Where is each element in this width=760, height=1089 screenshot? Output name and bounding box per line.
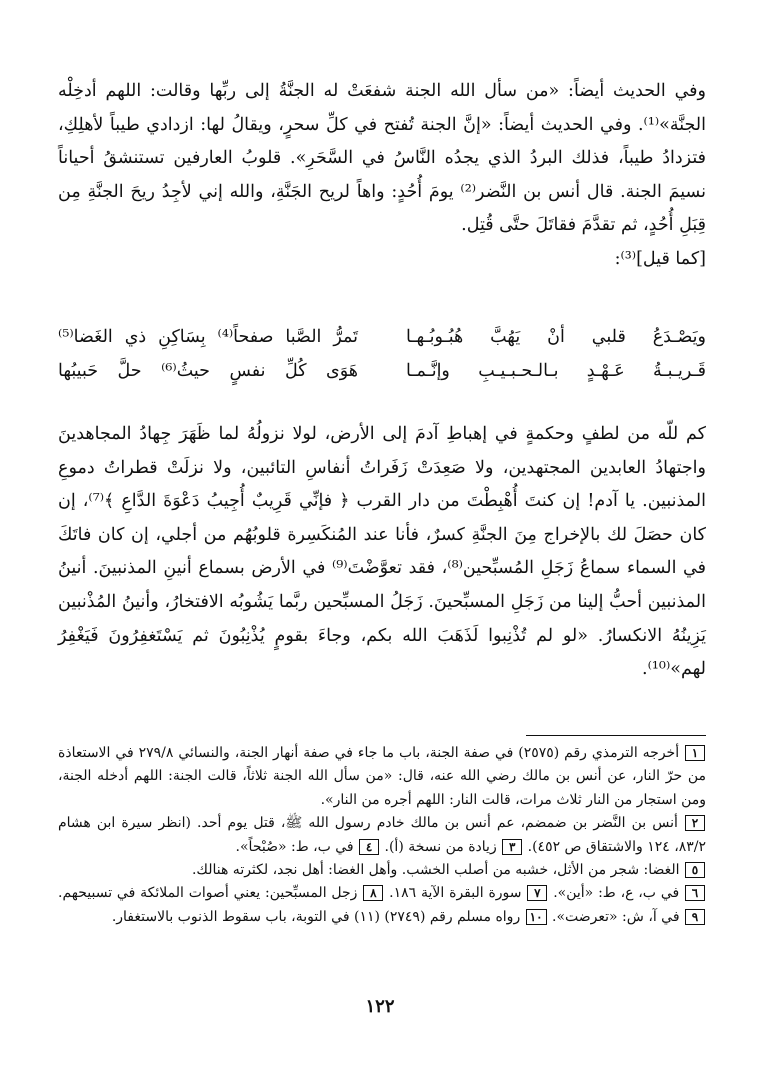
footnote-text: رواه مسلم رقم (٢٧٤٩) (١١) في التوبة، باب سقوط الذنوب بالاستغفار. — [111, 908, 521, 925]
footnote-separator — [526, 735, 706, 736]
footnote-text: في آ، ش: «تعرضت». — [552, 908, 680, 925]
footnote-text: زجل المسبِّحين: يعني أصوات الملائكة في تسبيحهم. — [58, 885, 358, 902]
footnote-number: ٨ — [363, 885, 383, 901]
poem-verse — [58, 354, 706, 388]
footnote-text: أنس بن النَّضر بن ضمضم، عم أنس بن مالك خادم رسول الله ﷺ، قتل يوم أحد. (انظر سيرة ابن هشام ٨٣/٢، ١٢٤ والاشتقاق ص ٤٥٢). — [58, 815, 706, 855]
main-text-lower — [58, 418, 706, 687]
poem — [58, 320, 706, 388]
footnote-text: سورة البقرة الآية ١٨٦. — [389, 885, 522, 902]
paragraph-kama-qila: [كما قيل]⁽³⁾: — [614, 248, 706, 269]
footnote-number: ٩ — [685, 909, 705, 925]
paragraph-adam: كم للّه من لطفٍ وحكمةٍ في إهباطِ آدمَ إلى الأرض، لولا نزولُهُ لما ظَهَرَ جِهادُ المجاهدينَ واجتهادُ العابدين المجتهدين، ولا صَعِدَتْ زَفَراتُ أنفاسِ التائبين، ولا نزلَتْ قطراتُ دموعِ المذنبين. يا آدم! إن كنتَ أُهْبِطْتَ من دار القرب ﴿ فإنِّي قَرِيبٌ أُجِيبُ دَعْوَةَ الدَّاعِ ﴾⁽⁷⁾، إن كان حصَلَ لك بالإخراج مِنَ الجنَّةِ كسرٌ، فأنا عند المُنكَسِرة قلوبُهُم من أجلي، إن كان فاتَكَ في السماء سماعُ زَجَلِ المُسبِّحين⁽⁸⁾، فقد تعوَّضْتَ⁽⁹⁾ في الأرض بسماع أنينِ المذنبينَ. أنينُ المذنبين أحبُّ إلينا من زَجَلِ المسبِّحينَ. زَجَلُ المسبِّحين ربَّما يَشُوبُه الافتخارُ، وأنينُ المُذْنبين يَزِينُهُ الانكسارُ. «لو لم تُذْنِبوا لَذَهَبَ الله بكم، وجاءَ بقومٍ يُذْنِبُونَ ثم يَسْتَغفِرُونَ فَيَغْفِرُ لهم»⁽¹⁰⁾. — [58, 424, 707, 680]
poem-hemistich-right: قَـريـبـةُ عَـهْـدٍ بـالـحـبـيـبِ وإنَّـمـا — [406, 361, 706, 381]
footnote-number: ٧ — [527, 885, 547, 901]
main-text-upper — [58, 75, 706, 276]
footnote-number: ١ — [685, 745, 705, 761]
footnote-2-3 — [58, 812, 706, 859]
footnote-text: الغضا: شجر من الأثل، خشبه من أصلب الخشب. وأهل الغضا: أهل نجد، لكثرته هنالك. — [191, 862, 680, 879]
poem-hemistich-right: ويَصْـدَعُ قلبي أنْ يَهُبَّ هُبُـوبُـهـا — [406, 327, 706, 347]
footnote-text: زيادة من نسخة (أ). — [384, 838, 497, 855]
footnote-text: في ب، ط: «صُبْحاً». — [235, 838, 354, 855]
footnote-text: أخرجه الترمذي رقم (٢٥٧٥) في صفة الجنة، باب ما جاء في صفة أنهار الجنة، والنسائي ٢٧٩/٨ في الاستعاذة من حرّ النار، عن أنس بن مالك رضي الله عنه، قال: «من سأل الله الجنة ثلاثاً، قالت الجنة: اللهم أدخله الجنة، ومن استجار من النار ثلاث مرات، قالت النار: اللهم أجره من النار». — [58, 745, 707, 808]
footnote-number: ٤ — [359, 839, 379, 855]
footnote-number: ٢ — [685, 815, 705, 831]
footnote-text: في ب، ع، ط: «أين». — [553, 885, 680, 902]
paragraph-hadith: وفي الحديث أيضاً: «من سأل الله الجنة شفعَتْ له الجنَّةُ إلى ربِّها وقالت: اللهم أدخِلْه الجنَّة»⁽¹⁾. وفي الحديث أيضاً: «إنَّ الجنة تُفتح في كلِّ سحرٍ، ويقالُ لها: ازدادي طيباً لأهلِكِ، فتزدادُ طيباً، فذلك البردُ الذي يجدُه النَّاسُ في السَّحَرِ». قلوبُ العارفين تستنشقُ أحياناً نسيمَ الجنة. قال أنس بن النَّضر⁽²⁾ يومَ أُحُدٍ: واهاً لريح الجَنَّةِ، والله إني لأجِدُ ريحَ الجنَّةِ مِن قِبَلِ أُحُدٍ، ثم تقدَّمَ فقاتَلَ حتَّى قُتِل. — [58, 81, 706, 235]
footnote-number: ٦ — [685, 885, 705, 901]
footnote-number: ١٠ — [526, 909, 547, 925]
footnote-number: ٣ — [502, 839, 522, 855]
footnote-6-10 — [58, 882, 706, 929]
footnote-number: ٥ — [685, 862, 705, 878]
footnotes — [58, 742, 706, 929]
poem-verse — [58, 320, 706, 354]
page-number: ١٢٢ — [365, 996, 395, 1017]
footnote-5 — [58, 859, 706, 882]
poem-hemistich-left: تَمرُّ الصَّبا صفحاً⁽⁴⁾ بِسَاكِنِ ذي الغَضا⁽⁵⁾ — [58, 327, 358, 347]
poem-hemistich-left: هَوَى كُلِّ نفسٍ حيثُ⁽⁶⁾ حلَّ حَبيبُها — [58, 361, 358, 381]
footnote-1 — [58, 742, 706, 812]
